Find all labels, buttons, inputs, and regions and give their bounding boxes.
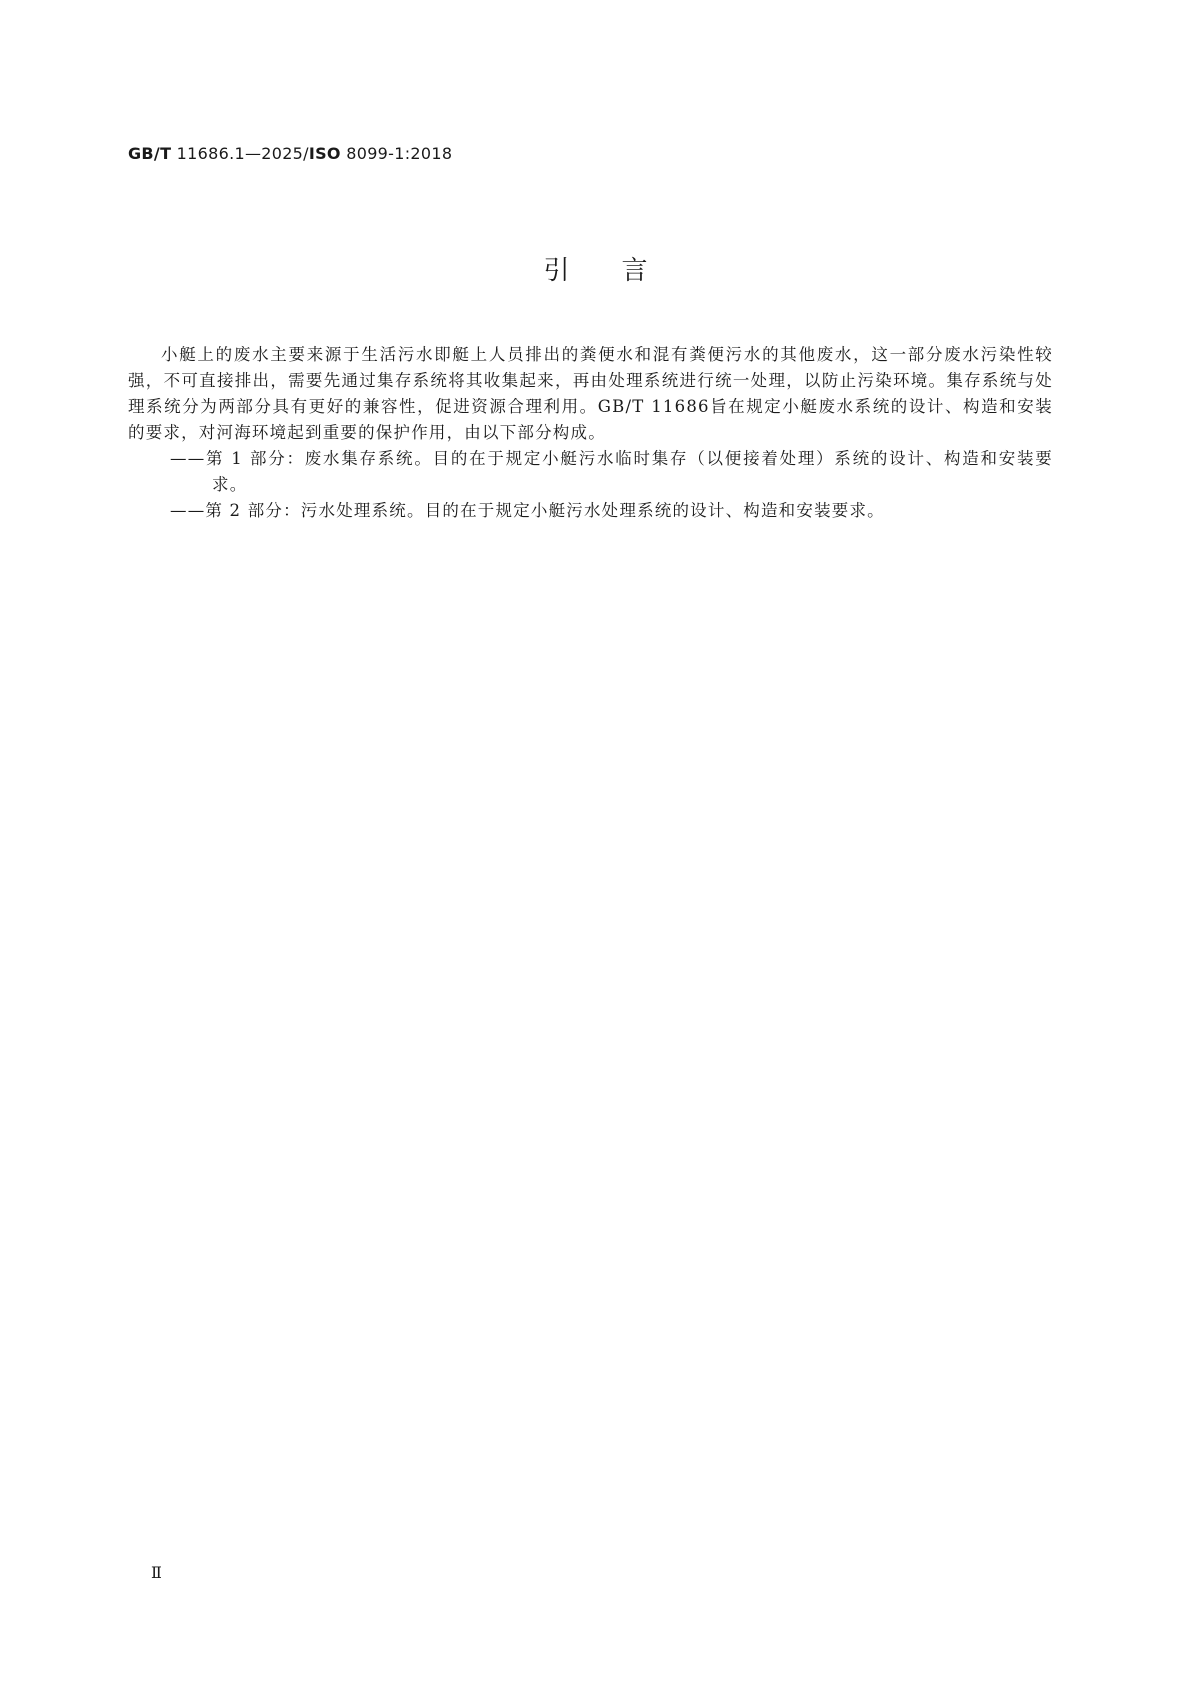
list-item-part-2: ——第 2 部分：污水处理系统。目的在于规定小艇污水处理系统的设计、构造和安装要求。 <box>170 501 885 520</box>
list-item-part-1: ——第 1 部分：废水集存系统。目的在于规定小艇污水临时集存（以便接着处理）系统的设计、构造和安装要求。 <box>170 449 1053 494</box>
iso-code-prefix: ISO <box>308 144 341 163</box>
standard-code-header <box>128 144 452 163</box>
introduction-body <box>128 342 1053 524</box>
introduction-paragraph: 小艇上的废水主要来源于生活污水即艇上人员排出的粪便水和混有粪便污水的其他废水，这一部分废水污染性较强，不可直接排出，需要先通过集存系统将其收集起来，再由处理系统进行统一处理，以防止污染环境。集存系统与处理系统分为两部分具有更好的兼容性，促进资源合理利用。GB/T 11686旨在规定小艇废水系统的设计、构造和安装的要求，对河海环境起到重要的保护作用，由以下部分构成。 <box>128 345 1053 442</box>
standard-code-number: 11686.1—2025/ <box>171 144 309 163</box>
standard-code-prefix: GB/T <box>128 144 172 163</box>
page-number: Ⅱ <box>151 1563 162 1582</box>
section-title: 引言 <box>543 256 700 286</box>
iso-code-number: 8099-1:2018 <box>340 144 453 163</box>
